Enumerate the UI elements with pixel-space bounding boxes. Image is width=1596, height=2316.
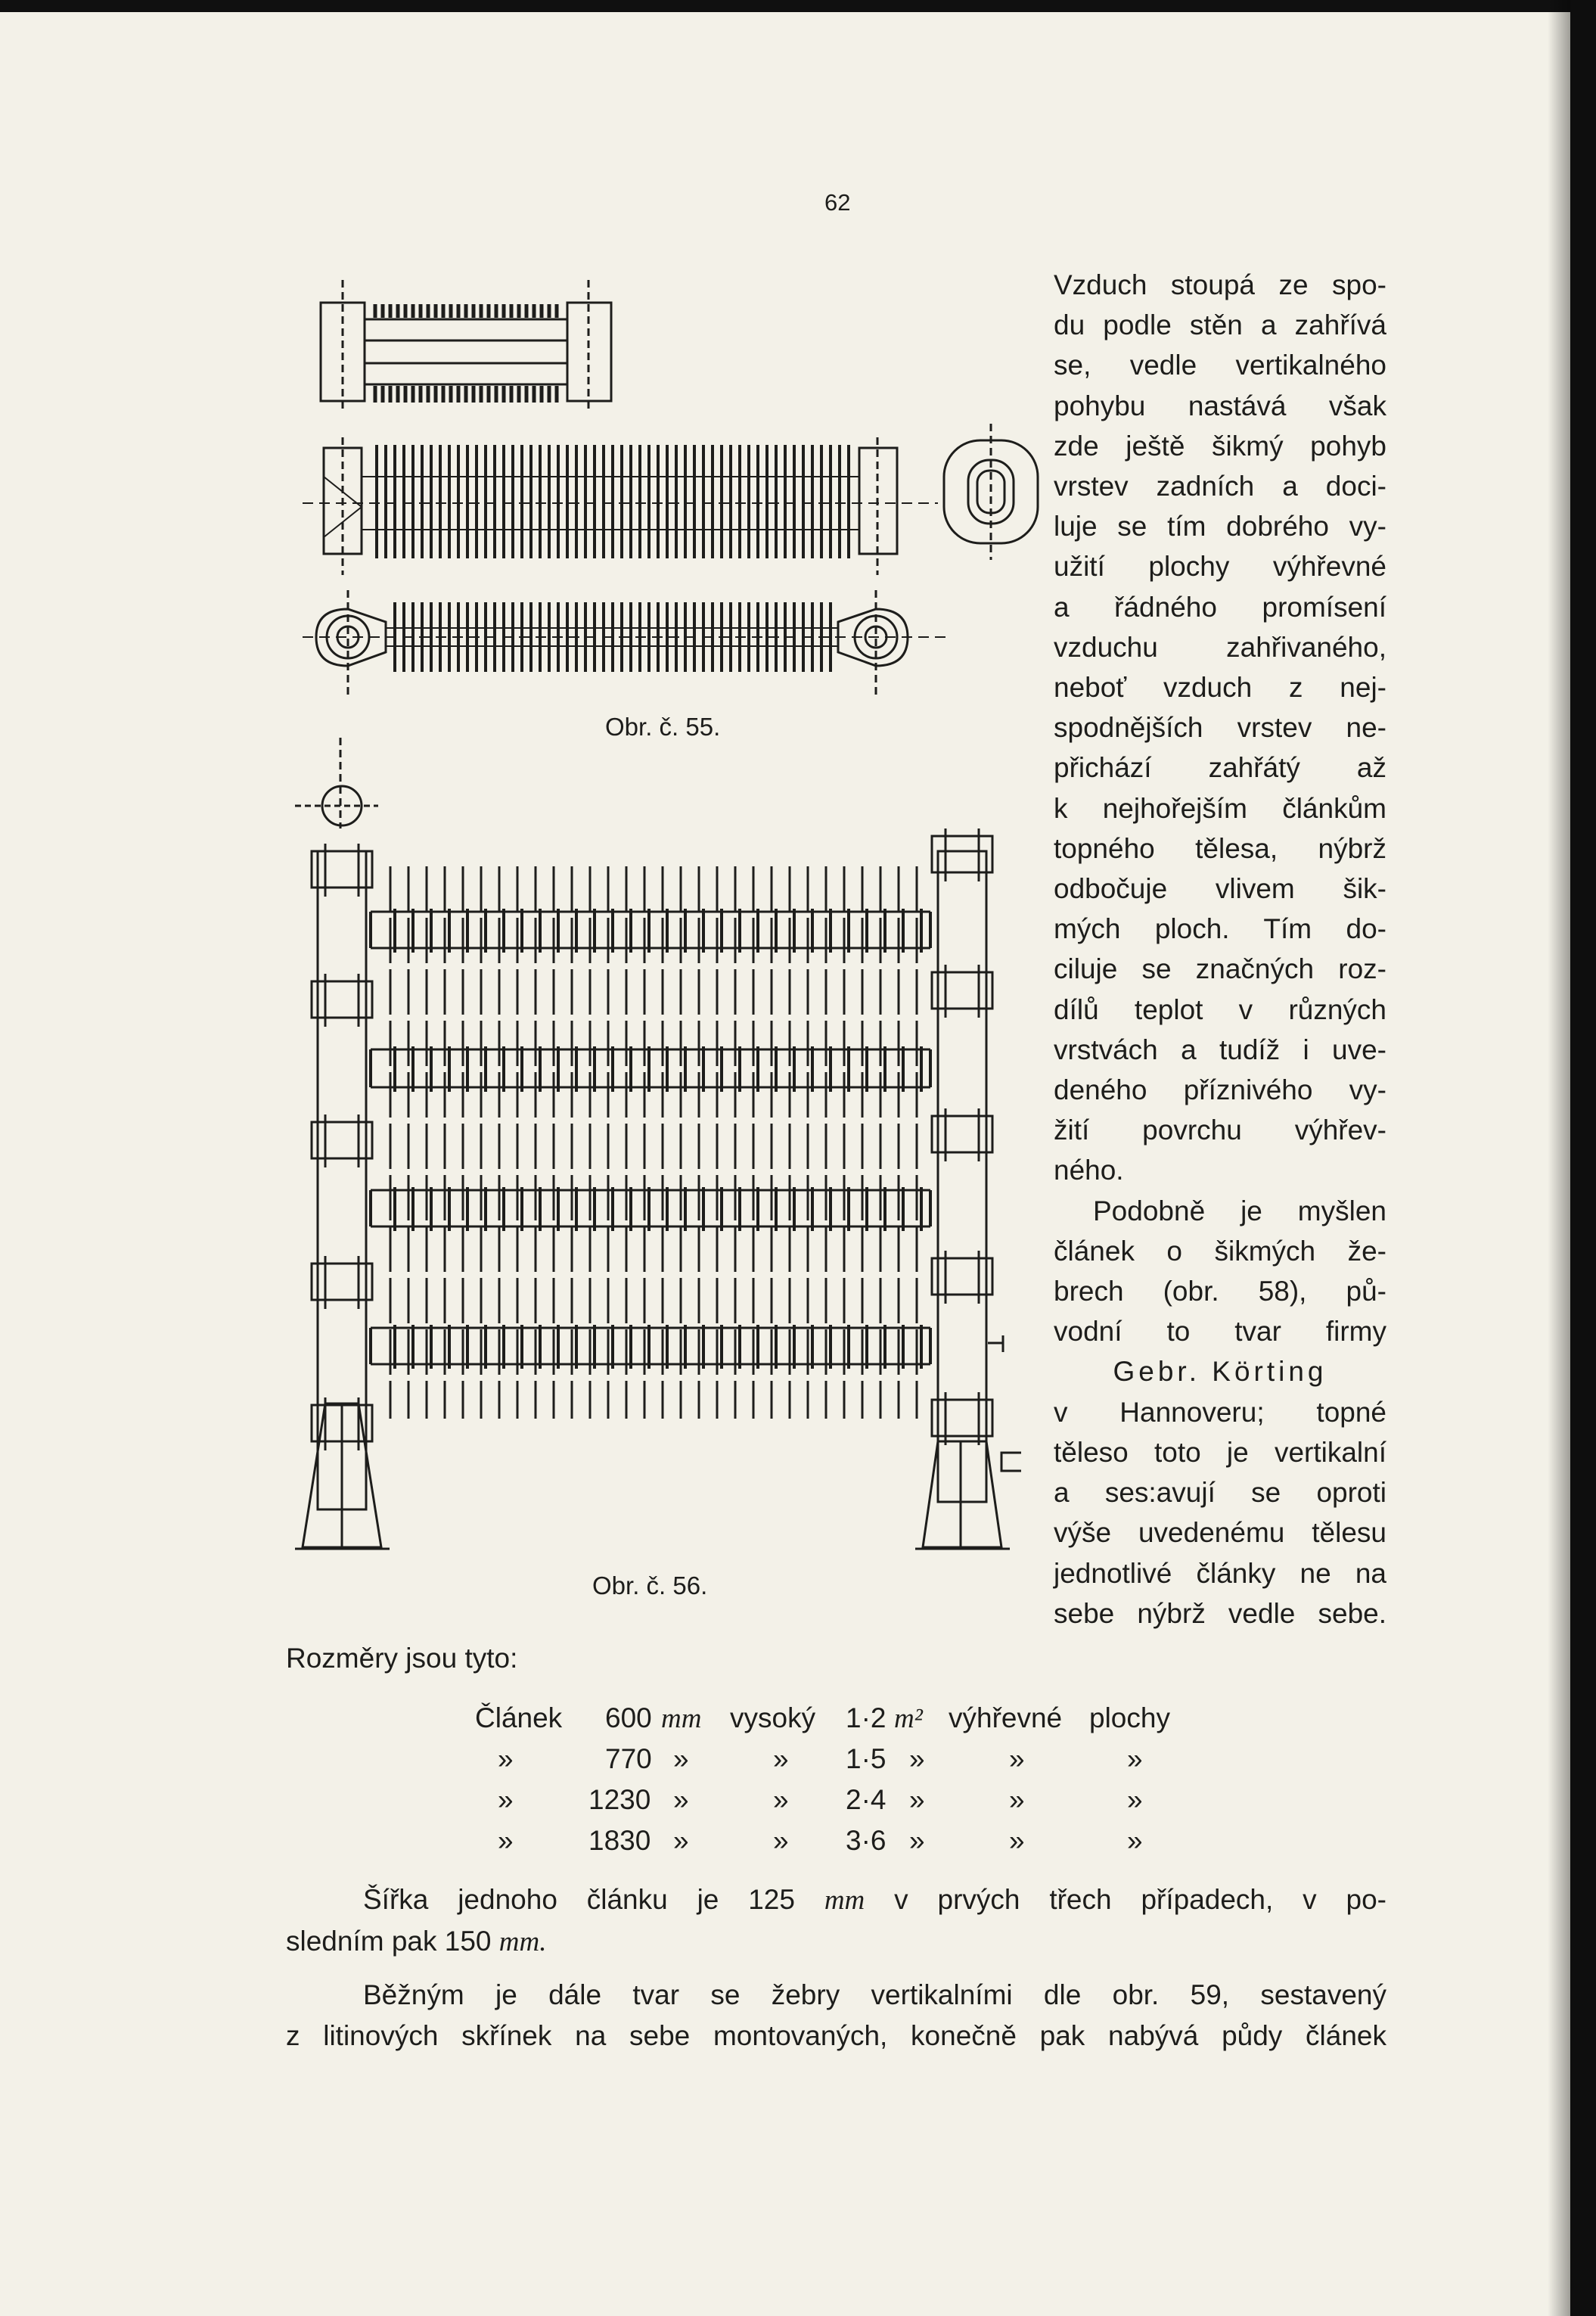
cell-unit: » bbox=[673, 1743, 689, 1774]
text-line: pohybu nastává však bbox=[1054, 390, 1386, 421]
cell-article: » bbox=[498, 1784, 514, 1815]
text-line: dílů teplot v různých bbox=[1054, 993, 1386, 1025]
cell-area-word2: » bbox=[1127, 1825, 1143, 1856]
figure-55-drawing bbox=[303, 272, 953, 704]
cell-height-word: » bbox=[773, 1784, 789, 1815]
text-line: topného tělesa, nýbrž bbox=[1054, 832, 1386, 864]
cell-area-word: výhřevné bbox=[949, 1702, 1063, 1733]
table-row bbox=[475, 1743, 1216, 1784]
text-line: mých ploch. Tím do- bbox=[1054, 913, 1386, 945]
text-line: jednotlivé články ne na bbox=[1054, 1557, 1386, 1589]
cell-area-word2: » bbox=[1127, 1784, 1143, 1815]
table-row bbox=[475, 1784, 1216, 1825]
cell-area: 1·2 bbox=[846, 1702, 886, 1733]
text-line: a ses:avují se oproti bbox=[1054, 1477, 1386, 1509]
cell-length: 1830 bbox=[588, 1825, 651, 1856]
cell-unit: mm bbox=[661, 1703, 702, 1734]
text-line: neboť vzduch z nej- bbox=[1054, 672, 1386, 704]
bottom-paragraphs bbox=[286, 1879, 1386, 2056]
text-line: ciluje se značných roz- bbox=[1054, 953, 1386, 985]
text-line: deného příznivého vy- bbox=[1054, 1074, 1386, 1106]
text-line: těleso toto je vertikalní bbox=[1054, 1436, 1386, 1468]
text-line: vrstev zadních a doci- bbox=[1054, 471, 1386, 502]
cell-area-word: » bbox=[1009, 1784, 1025, 1815]
text-line: Vzduch stoupá ze spo- bbox=[1054, 269, 1386, 300]
text-line: článek o šikmých že- bbox=[1054, 1235, 1386, 1267]
cell-length: 770 bbox=[605, 1743, 652, 1774]
page-number: 62 bbox=[824, 189, 851, 216]
cell-article: » bbox=[498, 1743, 514, 1774]
cell-area-word2: plochy bbox=[1089, 1702, 1170, 1733]
text-line: Běžným je dále tvar se žebry vertikalními dle obr. 59, sestavený bbox=[363, 1979, 1386, 2010]
scan-border-right bbox=[1570, 0, 1596, 2316]
text-line bbox=[286, 1921, 1386, 1963]
cell-area-unit: m² bbox=[894, 1703, 923, 1734]
scan-border-top bbox=[0, 0, 1596, 12]
cell-area-word: » bbox=[1009, 1743, 1025, 1774]
text-line: se, vedle vertikalného bbox=[1054, 350, 1386, 381]
text-line: z litinových skřínek na sebe montovaných, konečně pak nabývá půdy článek bbox=[286, 2020, 1386, 2051]
figure-55-caption: Obr. č. 55. bbox=[605, 713, 721, 741]
text-line: přichází zahřátý až bbox=[1054, 752, 1386, 784]
text-line: žití povrchu výhřev- bbox=[1054, 1114, 1386, 1146]
text-line: spodnějších vrstev ne- bbox=[1054, 712, 1386, 744]
text-line: ného. bbox=[1054, 1155, 1124, 1186]
cell-height-word: » bbox=[773, 1825, 789, 1856]
text-line-firm-name: Gebr. Körting bbox=[1113, 1356, 1327, 1388]
text-segment: Šířka jednoho článku je 125 bbox=[363, 1884, 795, 1915]
text-line: v Hannoveru; topné bbox=[1054, 1396, 1386, 1428]
cell-article: Článek bbox=[475, 1702, 563, 1733]
cell-length: 1230 bbox=[588, 1784, 651, 1815]
cell-area: 1·5 bbox=[846, 1743, 886, 1774]
text-line: Podobně je myšlen bbox=[1093, 1195, 1386, 1226]
cell-height-word: vysoký bbox=[730, 1702, 816, 1733]
cell-area-unit: » bbox=[909, 1743, 925, 1774]
text-line: zde ještě šikmý pohyb bbox=[1054, 430, 1386, 462]
cell-article: » bbox=[498, 1825, 514, 1856]
dimensions-intro: Rozměry jsou tyto: bbox=[286, 1643, 518, 1674]
scan-shadow bbox=[1548, 0, 1570, 2316]
text-line: luje se tím dobrého vy- bbox=[1054, 511, 1386, 542]
text-line: výše uvedenému tělesu bbox=[1054, 1517, 1386, 1549]
cell-area: 2·4 bbox=[846, 1784, 886, 1815]
cell-length: 600 bbox=[605, 1702, 652, 1733]
cell-area: 3·6 bbox=[846, 1825, 886, 1856]
cell-area-unit: » bbox=[909, 1784, 925, 1815]
figure-56-drawing bbox=[295, 738, 1021, 1562]
side-column-text bbox=[1054, 265, 1386, 1634]
text-line bbox=[286, 1879, 1386, 1921]
text-line: užití plochy výhřevné bbox=[1054, 551, 1386, 583]
text-line: vzduchu zahřivaného, bbox=[1054, 631, 1386, 663]
table-row bbox=[475, 1702, 1216, 1743]
text-line: vodní to tvar firmy bbox=[1054, 1316, 1386, 1348]
text-segment: sledním pak 150 bbox=[286, 1926, 492, 1957]
figure-55-end-view bbox=[938, 424, 1044, 560]
cell-height-word: » bbox=[773, 1743, 789, 1774]
cell-area-word2: » bbox=[1127, 1743, 1143, 1774]
text-segment: v prvých třech případech, v po- bbox=[894, 1884, 1386, 1915]
unit-mm: mm bbox=[824, 1885, 865, 1916]
text-line: a řádného promísení bbox=[1054, 591, 1386, 623]
cell-area-word: » bbox=[1009, 1825, 1025, 1856]
cell-unit: » bbox=[673, 1825, 689, 1856]
figure-56-caption: Obr. č. 56. bbox=[592, 1571, 708, 1599]
cell-unit: » bbox=[673, 1784, 689, 1815]
text-line: brech (obr. 58), pů- bbox=[1054, 1276, 1386, 1307]
unit-mm: mm. bbox=[498, 1926, 547, 1957]
table-row bbox=[475, 1825, 1216, 1866]
cell-area-unit: » bbox=[909, 1825, 925, 1856]
text-line: vrstvách a tudíž i uve- bbox=[1054, 1034, 1386, 1065]
text-line: odbočuje vlivem šik- bbox=[1054, 873, 1386, 905]
text-line: sebe nýbrž vedle sebe. bbox=[1054, 1597, 1386, 1629]
text-line: k nejhořejším článkům bbox=[1054, 792, 1386, 824]
text-line: du podle stěn a zahřívá bbox=[1054, 309, 1386, 341]
